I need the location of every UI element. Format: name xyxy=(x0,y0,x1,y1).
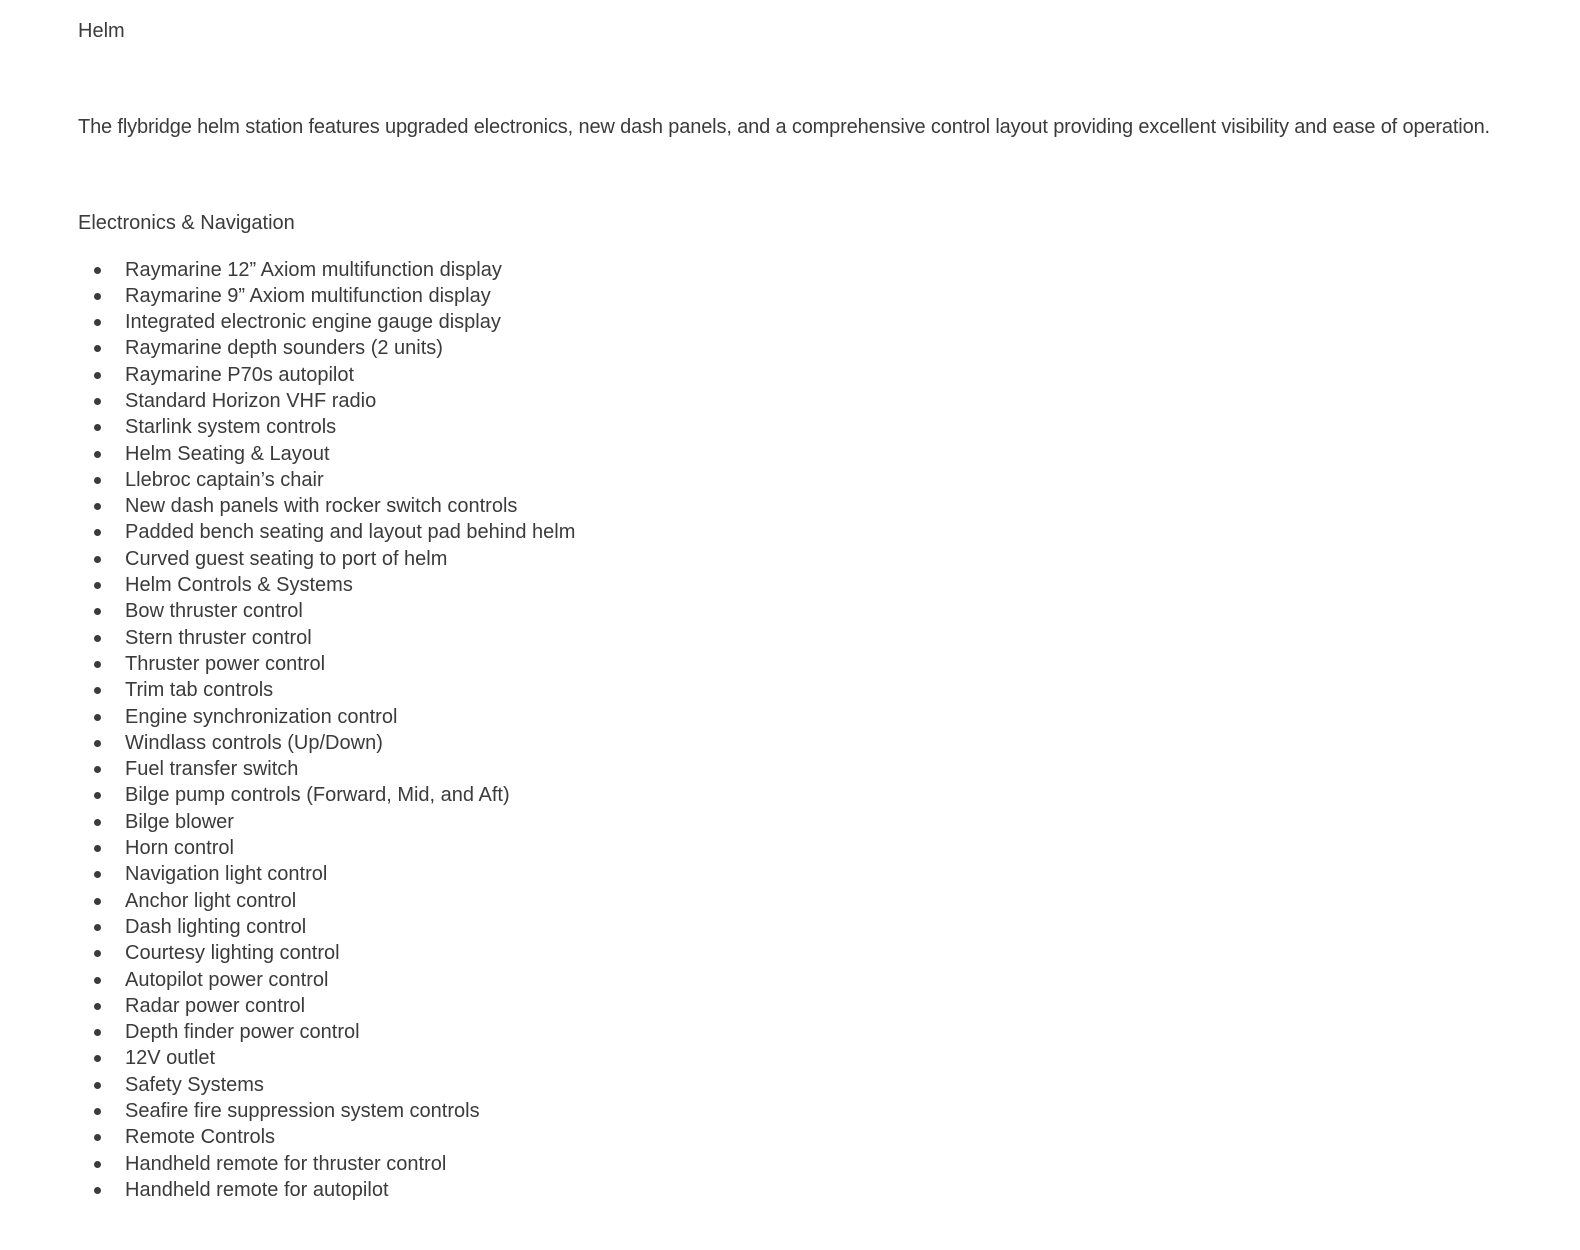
bullet-icon xyxy=(94,792,101,799)
list-item-label: New dash panels with rocker switch controls xyxy=(125,495,518,518)
list-item-label: Llebroc captain’s chair xyxy=(125,468,324,491)
bullet-icon xyxy=(94,1055,101,1062)
page-title: Helm xyxy=(78,20,125,42)
bullet-icon xyxy=(94,319,101,326)
bullet-icon xyxy=(94,1161,101,1168)
bullet-icon xyxy=(94,819,101,826)
list-item xyxy=(78,625,575,651)
bullet-icon xyxy=(94,924,101,931)
bullet-icon xyxy=(94,1082,101,1089)
list-item xyxy=(78,1151,575,1177)
list-item xyxy=(78,335,575,361)
list-item-label: Bow thruster control xyxy=(125,600,303,623)
list-item xyxy=(78,441,575,467)
list-item-label: Integrated electronic engine gauge display xyxy=(125,311,501,334)
bullet-icon xyxy=(94,424,101,431)
bullet-icon xyxy=(94,1003,101,1010)
list-item xyxy=(78,1177,575,1203)
list-item xyxy=(78,283,575,309)
list-item-label: Horn control xyxy=(125,837,234,860)
bullet-icon xyxy=(94,398,101,405)
list-item-label: Helm Seating & Layout xyxy=(125,442,330,465)
bullet-icon xyxy=(94,582,101,589)
list-item-label: Depth finder power control xyxy=(125,1021,360,1044)
list-item xyxy=(78,861,575,887)
list-item-label: Handheld remote for autopilot xyxy=(125,1178,389,1201)
list-item-label: Autopilot power control xyxy=(125,968,329,991)
bullet-icon xyxy=(94,293,101,300)
list-item-label: Raymarine 9” Axiom multifunction display xyxy=(125,284,491,307)
list-item xyxy=(78,414,575,440)
list-item xyxy=(78,598,575,624)
bullet-icon xyxy=(94,740,101,747)
list-item-label: Courtesy lighting control xyxy=(125,942,340,965)
list-item xyxy=(78,888,575,914)
bullet-icon xyxy=(94,503,101,510)
bullet-icon xyxy=(94,661,101,668)
list-item-label: Raymarine P70s autopilot xyxy=(125,363,355,386)
list-item-label: Navigation light control xyxy=(125,863,328,886)
list-item xyxy=(78,257,575,283)
bullet-icon xyxy=(94,372,101,379)
list-item xyxy=(78,967,575,993)
bullet-icon xyxy=(94,1029,101,1036)
list-item-label: Handheld remote for thruster control xyxy=(125,1152,447,1175)
bullet-icon xyxy=(94,714,101,721)
bullet-icon xyxy=(94,766,101,773)
list-item xyxy=(78,1072,575,1098)
bullet-icon xyxy=(94,451,101,458)
list-item xyxy=(78,651,575,677)
list-item xyxy=(78,1019,575,1045)
list-item xyxy=(78,835,575,861)
bullet-icon xyxy=(94,898,101,905)
list-item xyxy=(78,756,575,782)
list-item-label: Raymarine depth sounders (2 units) xyxy=(125,337,443,360)
list-item-label: Fuel transfer switch xyxy=(125,758,299,781)
list-item xyxy=(78,730,575,756)
list-item xyxy=(78,493,575,519)
list-item-label: Remote Controls xyxy=(125,1126,276,1149)
section-heading: Electronics & Navigation xyxy=(78,212,295,234)
list-item-label: 12V outlet xyxy=(125,1047,216,1070)
feature-list xyxy=(78,257,575,1204)
list-item xyxy=(78,362,575,388)
list-item xyxy=(78,809,575,835)
list-item-label: Bilge blower xyxy=(125,810,234,833)
list-item xyxy=(78,1098,575,1124)
bullet-icon xyxy=(94,529,101,536)
list-item xyxy=(78,677,575,703)
list-item-label: Curved guest seating to port of helm xyxy=(125,547,448,570)
list-item xyxy=(78,467,575,493)
list-item-label: Radar power control xyxy=(125,994,306,1017)
list-item-label: Thruster power control xyxy=(125,652,326,675)
bullet-icon xyxy=(94,871,101,878)
list-item-label: Padded bench seating and layout pad behind helm xyxy=(125,521,576,544)
list-item xyxy=(78,572,575,598)
list-item xyxy=(78,519,575,545)
list-item-label: Raymarine 12” Axiom multifunction display xyxy=(125,258,502,281)
bullet-icon xyxy=(94,556,101,563)
list-item-label: Helm Controls & Systems xyxy=(125,574,353,597)
list-item-label: Windlass controls (Up/Down) xyxy=(125,731,383,754)
list-item-label: Starlink system controls xyxy=(125,416,337,439)
list-item-label: Safety Systems xyxy=(125,1073,264,1096)
bullet-icon xyxy=(94,608,101,615)
list-item xyxy=(78,309,575,335)
intro-paragraph: The flybridge helm station features upgraded electronics, new dash panels, and a comprehensive control layout providing excellent visibility and ease of operation. xyxy=(78,116,1490,138)
list-item-label: Seafire fire suppression system controls xyxy=(125,1100,480,1122)
list-item-label: Stern thruster control xyxy=(125,626,312,649)
list-item xyxy=(78,388,575,414)
list-item xyxy=(78,914,575,940)
bullet-icon xyxy=(94,687,101,694)
list-item xyxy=(78,704,575,730)
list-item-label: Anchor light control xyxy=(125,889,297,912)
list-item xyxy=(78,1045,575,1071)
list-item xyxy=(78,993,575,1019)
list-item-label: Dash lighting control xyxy=(125,915,307,938)
bullet-icon xyxy=(94,845,101,852)
bullet-icon xyxy=(94,267,101,274)
bullet-icon xyxy=(94,1187,101,1194)
bullet-icon xyxy=(94,950,101,957)
list-item-label: Standard Horizon VHF radio xyxy=(125,389,377,412)
bullet-icon xyxy=(94,635,101,642)
list-item xyxy=(78,782,575,808)
bullet-icon xyxy=(94,977,101,984)
bullet-icon xyxy=(94,1108,101,1115)
bullet-icon xyxy=(94,477,101,484)
list-item-label: Bilge pump controls (Forward, Mid, and Aft) xyxy=(125,784,510,807)
bullet-icon xyxy=(94,1134,101,1141)
bullet-icon xyxy=(94,345,101,352)
list-item xyxy=(78,1124,575,1150)
list-item xyxy=(78,546,575,572)
list-item-label: Trim tab controls xyxy=(125,679,274,702)
list-item xyxy=(78,940,575,966)
list-item-label: Engine synchronization control xyxy=(125,705,398,728)
